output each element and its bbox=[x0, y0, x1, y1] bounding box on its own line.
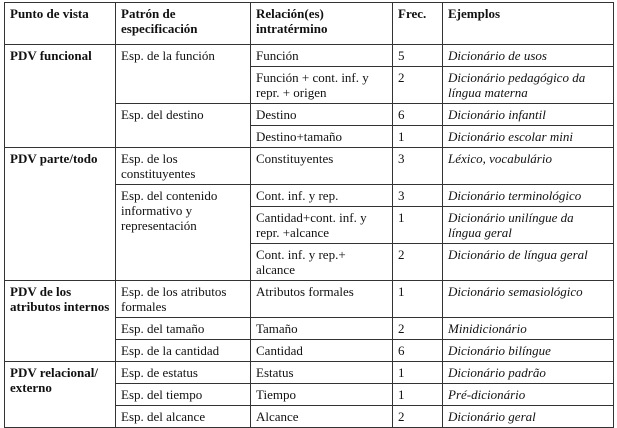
frec-cell: 1 bbox=[393, 207, 443, 244]
frec-cell: 3 bbox=[393, 148, 443, 185]
ejemplo-cell: Dicionário de usos bbox=[443, 45, 614, 67]
header-ejemplos: Ejemplos bbox=[443, 3, 614, 45]
relacion-cell: Destino bbox=[251, 104, 393, 126]
header-frec: Frec. bbox=[393, 3, 443, 45]
frec-cell: 1 bbox=[393, 126, 443, 148]
pdv-cell: PDV de los atributos internos bbox=[5, 281, 116, 362]
pattern-cell: Esp. del tiempo bbox=[116, 384, 251, 406]
relacion-cell: Atributos formales bbox=[251, 281, 393, 318]
relacion-cell: Cont. inf. y rep. bbox=[251, 185, 393, 207]
frec-cell: 2 bbox=[393, 244, 443, 281]
header-relacion: Relación(es) intratérmino bbox=[251, 3, 393, 45]
ejemplo-cell: Dicionário unilíngue da língua geral bbox=[443, 207, 614, 244]
relacion-cell: Cantidad bbox=[251, 340, 393, 362]
relacion-cell: Tamaño bbox=[251, 318, 393, 340]
pattern-cell: Esp. del contenido informativo y representación bbox=[116, 185, 251, 281]
pdv-cell: PDV funcional bbox=[5, 45, 116, 148]
relacion-cell: Alcance bbox=[251, 406, 393, 428]
header-row bbox=[5, 3, 614, 45]
pattern-cell: Esp. de los constituyentes bbox=[116, 148, 251, 185]
ejemplo-cell: Minidicionário bbox=[443, 318, 614, 340]
table-row bbox=[5, 148, 614, 185]
header-pdv: Punto de vista bbox=[5, 3, 116, 45]
pattern-cell: Esp. del destino bbox=[116, 104, 251, 148]
frec-cell: 2 bbox=[393, 67, 443, 104]
pdv-cell: PDV parte/todo bbox=[5, 148, 116, 281]
frec-cell: 5 bbox=[393, 45, 443, 67]
relacion-cell: Función bbox=[251, 45, 393, 67]
ejemplo-cell: Dicionário terminológico bbox=[443, 185, 614, 207]
ejemplo-cell: Léxico, vocabulário bbox=[443, 148, 614, 185]
frec-cell: 1 bbox=[393, 362, 443, 384]
table-body bbox=[5, 45, 614, 428]
table-row bbox=[5, 281, 614, 318]
ejemplo-cell: Dicionário padrão bbox=[443, 362, 614, 384]
ejemplo-cell: Dicionário geral bbox=[443, 406, 614, 428]
relacion-cell: Tiempo bbox=[251, 384, 393, 406]
relacion-cell: Destino+tamaño bbox=[251, 126, 393, 148]
pattern-cell: Esp. del tamaño bbox=[116, 318, 251, 340]
frec-cell: 2 bbox=[393, 406, 443, 428]
relacion-cell: Cantidad+cont. inf. y repr. +alcance bbox=[251, 207, 393, 244]
pattern-cell: Esp. de la función bbox=[116, 45, 251, 104]
relacion-cell: Constituyentes bbox=[251, 148, 393, 185]
ejemplo-cell: Dicionário pedagógico da língua materna bbox=[443, 67, 614, 104]
ejemplo-cell: Dicionário bilíngue bbox=[443, 340, 614, 362]
frec-cell: 6 bbox=[393, 340, 443, 362]
frec-cell: 2 bbox=[393, 318, 443, 340]
frec-cell: 3 bbox=[393, 185, 443, 207]
table-row bbox=[5, 45, 614, 67]
pattern-cell: Esp. del alcance bbox=[116, 406, 251, 428]
relacion-cell: Cont. inf. y rep.+ alcance bbox=[251, 244, 393, 281]
pattern-cell: Esp. de estatus bbox=[116, 362, 251, 384]
pattern-cell: Esp. de la cantidad bbox=[116, 340, 251, 362]
header-patron: Patrón de especificación bbox=[116, 3, 251, 45]
relacion-cell: Función + cont. inf. y repr. + origen bbox=[251, 67, 393, 104]
pattern-cell: Esp. de los atributos formales bbox=[116, 281, 251, 318]
relacion-cell: Estatus bbox=[251, 362, 393, 384]
dictionary-typology-table bbox=[4, 2, 614, 428]
pdv-cell: PDV relacional/ externo bbox=[5, 362, 116, 428]
ejemplo-cell: Dicionário semasiológico bbox=[443, 281, 614, 318]
frec-cell: 1 bbox=[393, 281, 443, 318]
table-row bbox=[5, 362, 614, 384]
ejemplo-cell: Dicionário escolar mini bbox=[443, 126, 614, 148]
frec-cell: 6 bbox=[393, 104, 443, 126]
ejemplo-cell: Pré-dicionário bbox=[443, 384, 614, 406]
ejemplo-cell: Dicionário de língua geral bbox=[443, 244, 614, 281]
ejemplo-cell: Dicionário infantil bbox=[443, 104, 614, 126]
frec-cell: 1 bbox=[393, 384, 443, 406]
